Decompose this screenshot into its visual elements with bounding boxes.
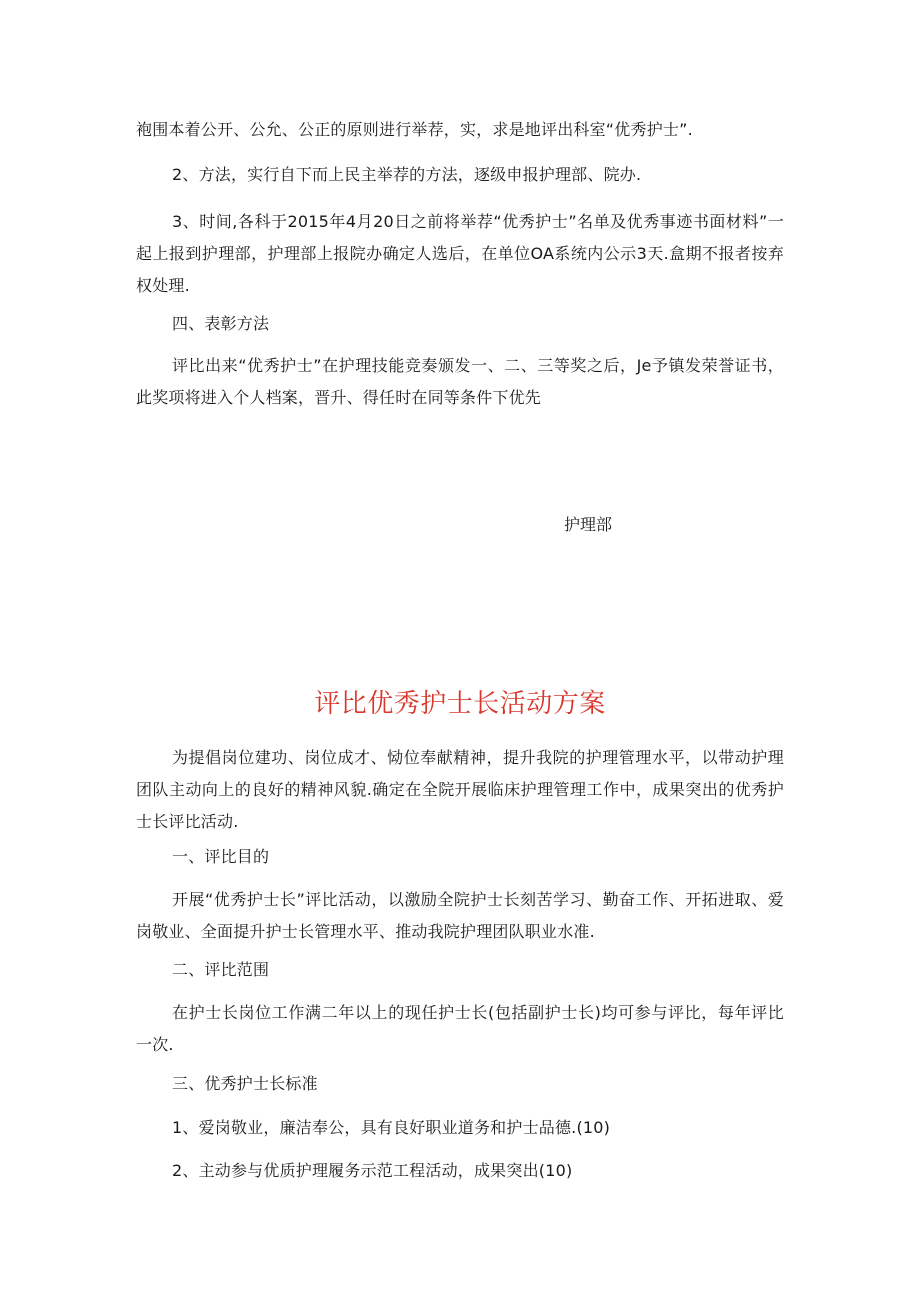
document-title: 评比优秀护士长活动方案 [314, 689, 606, 719]
heading-purpose: 一、评比目的 [172, 847, 270, 866]
standard-item-1: 1、爱岗敬业，廉洁奉公，具有良好职业道务和护士品德.(10) [172, 1118, 611, 1137]
signature-nursing-department: 护理部 [564, 515, 613, 534]
heading-award-method: 四、表彰方法 [172, 314, 270, 333]
paragraph-scope: 在护士长岗位工作满二年以上的现任护士长(包括副护士长)均可参与评比，每年评比一次. [136, 1003, 784, 1054]
paragraph-scope-continuation: 袍围本着公开、公允、公正的原则进行举荐，实，求是地评出科室“优秀护士”. [136, 120, 693, 139]
paragraph-intro: 为提倡岗位建功、岗位成才、恸位奉献精神，提升我院的护理管理水平，以带动护理团队主动向上的良好的精神风貌.确定在全院开展临床护理管理工作中，成果突出的优秀护士长评比活动. [136, 748, 784, 831]
paragraph-method: 2、方法，实行自下而上民主举荐的方法，逐级申报护理部、院办. [172, 165, 642, 184]
paragraph-award-method: 评比出来“优秀护士”在护理技能竞奏颁发一、二、三等奖之后，Je予镇发荣誉证书，此奖项将进入个人档案，晋升、得任时在同等条件下优先 [136, 356, 784, 407]
standard-item-2: 2、主动参与优质护理履务示范工程活动，成果突出(10) [172, 1161, 573, 1180]
heading-scope: 二、评比范围 [172, 960, 270, 979]
paragraph-purpose: 开展“优秀护士长”评比活动，以激励全院护士长刻苦学习、勤奋工作、开拓进取、爱岗敬业、全面提升护士长管理水平、推动我院护理团队职业水准. [136, 890, 784, 941]
paragraph-time: 3、时间,各科于2015年4月20日之前将举荐“优秀护士”名单及优秀事迹书面材料”一起上报到护理部，护理部上报院办确定人选后，在单位OA系统内公示3天.盒期不报者按弃权处理. [136, 212, 784, 295]
heading-standard: 三、优秀护士长标准 [172, 1074, 318, 1093]
